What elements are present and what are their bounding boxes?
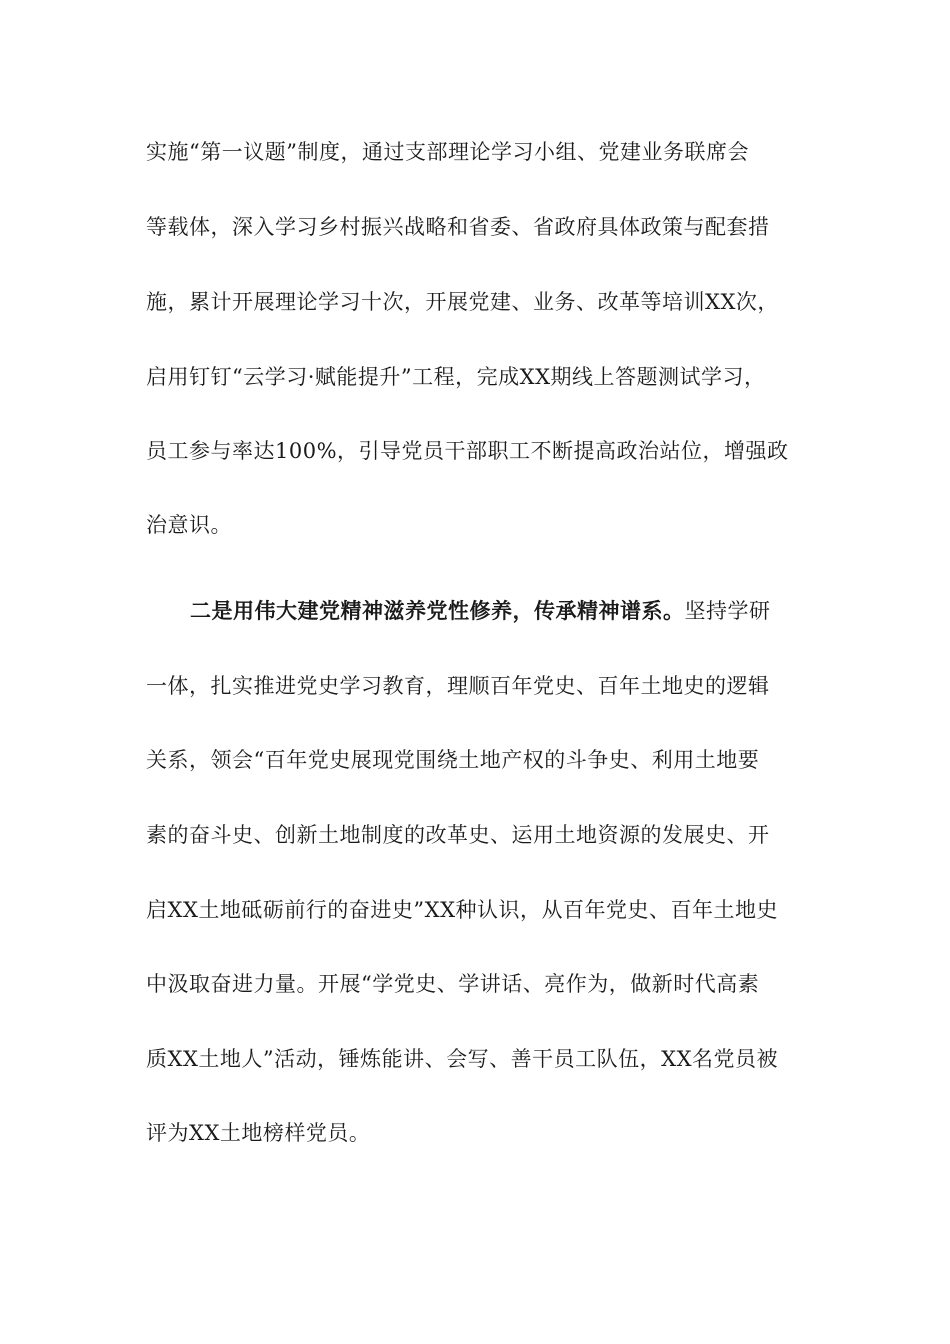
paragraph-2-first-line-rest: 坚持学研 [684, 599, 771, 623]
paragraph-1-line-2: 等载体，深入学习乡村振兴战略和省委、省政府具体政策与配套措 [146, 215, 770, 239]
paragraph-2-line-6: 中汲取奋进力量。开展“学党史、学讲话、亮作为，做新时代高素 [146, 972, 760, 996]
paragraph-2-line-2: 一体，扎实推进党史学习教育，理顺百年党史、百年土地史的逻辑 [146, 674, 770, 698]
paragraph-2-line-4: 素的奋斗史、创新土地制度的改革史、运用土地资源的发展史、开 [146, 823, 770, 847]
paragraph-2-line-3: 关系，领会“百年党史展现党围绕土地产权的斗争史、利用土地要 [146, 748, 760, 772]
paragraph-2-line-7: 质XX土地人”活动，锤炼能讲、会写、善干员工队伍，XX名党员被 [146, 1047, 779, 1071]
paragraph-2-line-8: 评为XX土地榜样党员。 [146, 1121, 371, 1145]
paragraph-1-line-6: 治意识。 [146, 513, 232, 537]
paragraph-1-line-5: 员工参与率达100%，引导党员干部职工不断提高政治站位，增强政 [146, 439, 789, 463]
paragraph-2-heading: 二是用伟大建党精神滋养党性修养，传承精神谱系。 [190, 598, 685, 623]
paragraph-2-line-5: 启XX土地砥砺前行的奋进史”XX种认识，从百年党史、百年土地史 [146, 898, 779, 922]
paragraph-1-line-4: 启用钉钉“云学习·赋能提升”工程，完成XX期线上答题测试学习， [146, 365, 766, 389]
paragraph-2-first-line [190, 597, 771, 625]
paragraph-1-line-1: 实施“第一议题”制度，通过支部理论学习小组、党建业务联席会 [146, 140, 749, 164]
paragraph-1-line-3: 施，累计开展理论学习十次，开展党建、业务、改革等培训XX次， [146, 290, 779, 314]
